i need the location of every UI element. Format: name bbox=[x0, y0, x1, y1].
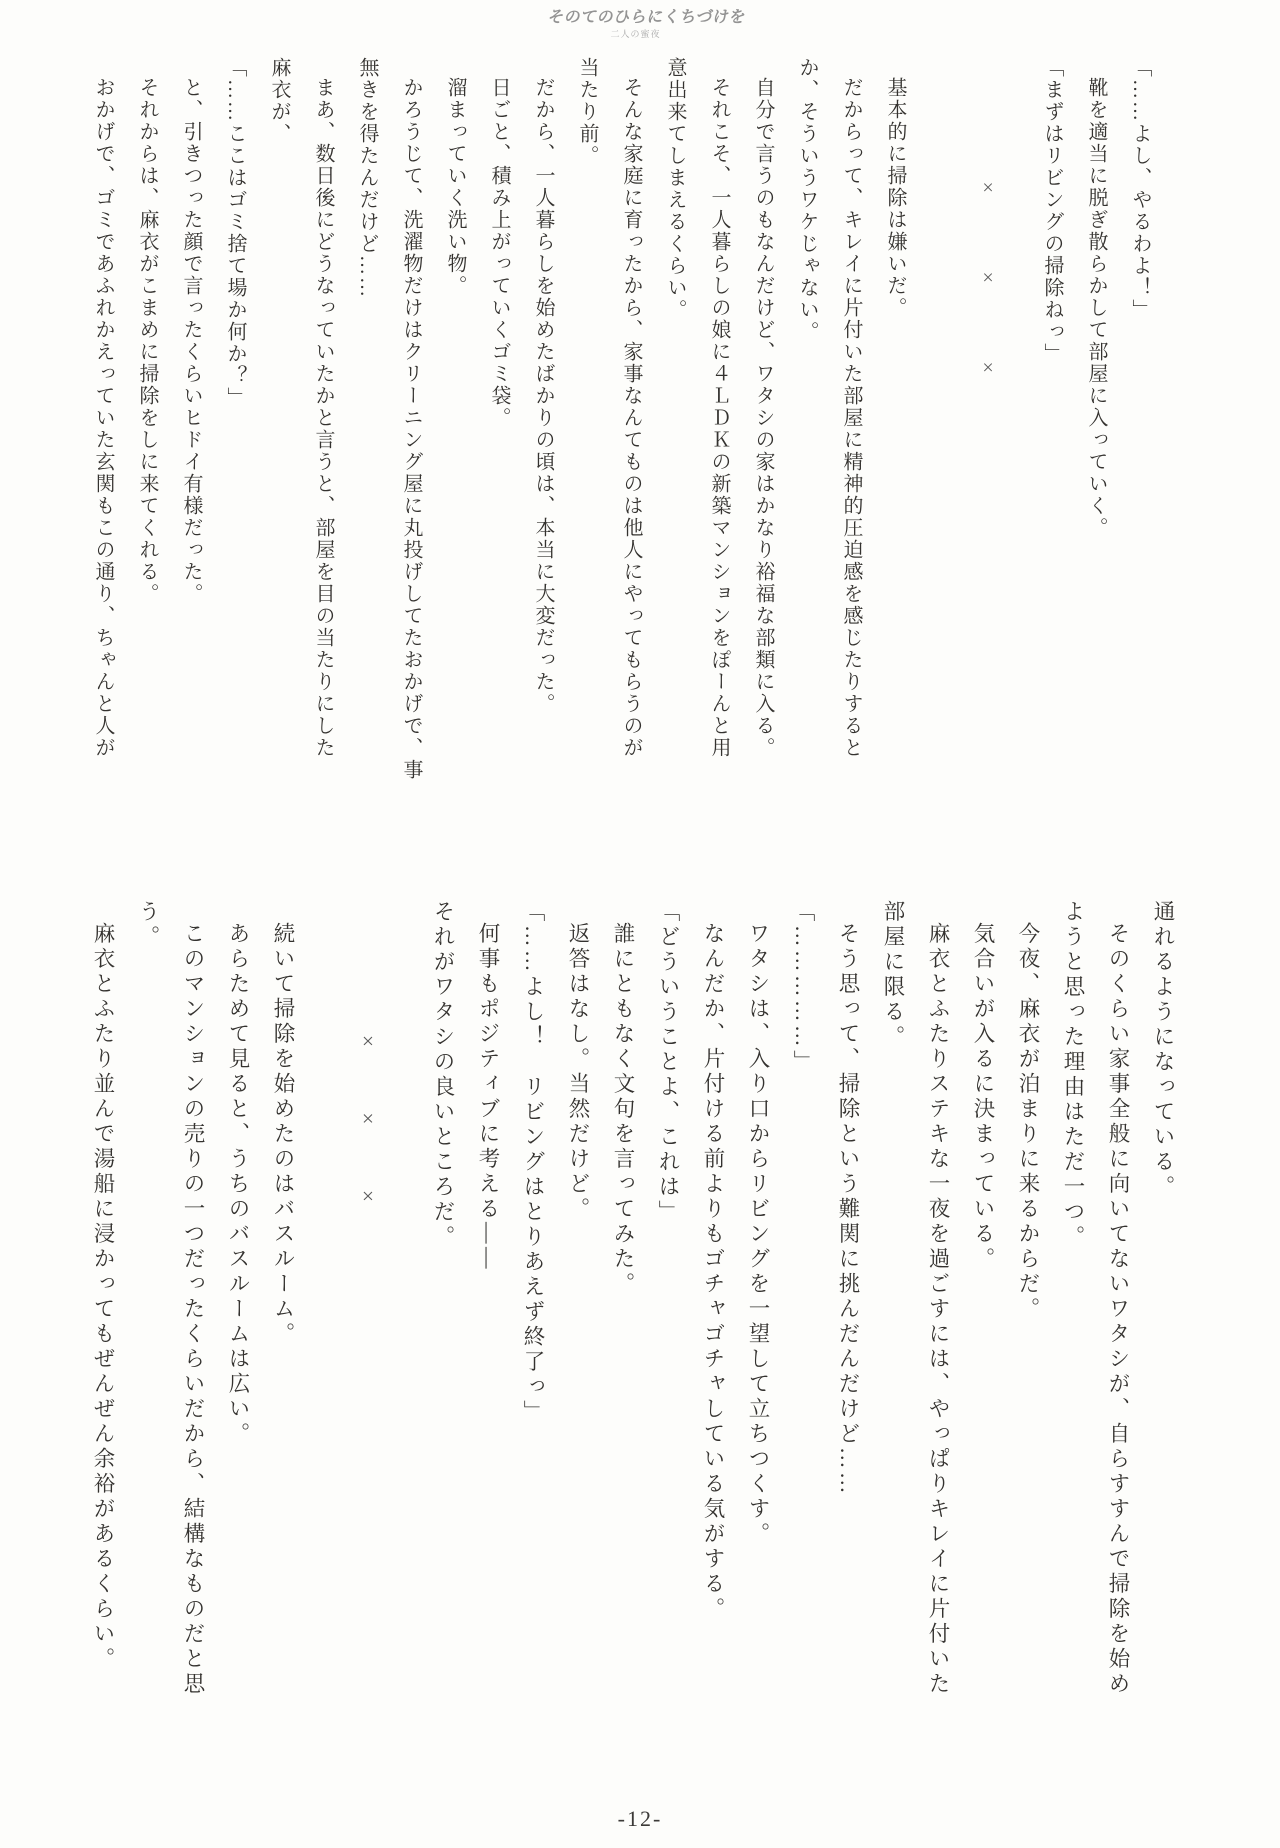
text-line: なんだか、片付ける前よりもゴチャゴチャしている気がする。 bbox=[701, 921, 725, 1622]
text-line: ワタシは、入り口からリビングを一望して立ちつくす。 bbox=[746, 921, 770, 1547]
text-line: 麻衣とふたりステキな一夜を過ごすには、やっぱりキレイに片付いた bbox=[926, 921, 950, 1697]
text-line: 気合いが入るに決まっている。 bbox=[971, 921, 995, 1272]
page-number: -12- bbox=[617, 1806, 663, 1831]
text-line: 今夜、麻衣が泊まりに来るからだ。 bbox=[1016, 921, 1040, 1322]
text-block-top bbox=[81, 57, 1162, 797]
text-line: 続いて掃除を始めたのはバスルーム。 bbox=[271, 921, 295, 1347]
section-separator: × × × bbox=[977, 177, 999, 381]
text-line: 通れるようになっている。 bbox=[1151, 900, 1175, 1200]
text-line: それからは、麻衣がこまめに掃除をしに来てくれる。 bbox=[136, 77, 158, 605]
text-line: 自分で言うのもなんだけど、ワタシの家はかなり裕福な部類に入る。 bbox=[752, 77, 774, 759]
text-line: 返答はなし。当然だけど。 bbox=[566, 921, 590, 1222]
doujin-subtitle: 二人の蜜夜 bbox=[610, 29, 661, 40]
doujin-title: そのてのひらにくちづけを bbox=[546, 9, 748, 26]
text-line: だからって、キレイに片付いた部屋に精神的圧迫感を感じたりすると bbox=[840, 77, 862, 759]
text-line: 基本的に掃除は嫌いだ。 bbox=[884, 77, 906, 319]
text-line: 溜まっていく洗い物。 bbox=[444, 77, 466, 297]
text-line: それがワタシの良いところだ。 bbox=[431, 900, 455, 1250]
text-line: う。 bbox=[136, 900, 160, 950]
text-line: そんな家庭に育ったから、家事なんてものは他人にやってもらうのが bbox=[620, 77, 642, 759]
text-line: と、引きつった顔で言ったくらいヒドイ有様だった。 bbox=[180, 77, 202, 605]
text-line: 「……よし！ リビングはとりあえず終了っ」 bbox=[521, 900, 545, 1425]
text-line: それこそ、一人暮らしの娘に４ＬＤＫの新築マンションをぽーんと用 bbox=[708, 77, 730, 759]
text-line: 日ごと、積み上がっていくゴミ袋。 bbox=[488, 77, 510, 429]
text-line: あらためて見ると、うちのバスルームは広い。 bbox=[226, 921, 250, 1447]
text-line: 「……よし、やるわよ！」 bbox=[1129, 57, 1151, 321]
text-line: かろうじて、洗濯物だけはクリーニング屋に丸投げしてたおかげで、事 bbox=[400, 77, 422, 781]
doujin-header bbox=[546, 9, 748, 40]
text-line: 何事もポジティブに考える―― bbox=[476, 921, 500, 1272]
text-line: 「どういうことよ、これは」 bbox=[656, 900, 680, 1225]
text-line: そのくらい家事全般に向いてないワタシが、自らすすんで掃除を始め bbox=[1106, 921, 1130, 1697]
text-line: 部屋に限る。 bbox=[881, 900, 905, 1050]
text-line: か、そういうワケじゃない。 bbox=[796, 57, 818, 343]
text-line: このマンションの売りの一つだったくらいだから、結構なものだと思 bbox=[181, 921, 205, 1697]
text-line: だから、一人暮らしを始めたばかりの頃は、本当に大変だった。 bbox=[532, 77, 554, 715]
text-line: 靴を適当に脱ぎ散らかして部屋に入っていく。 bbox=[1085, 77, 1107, 539]
text-line: そう思って、掃除という難関に挑んだんだけど…… bbox=[836, 921, 860, 1497]
text-block-bottom bbox=[80, 900, 1185, 1715]
text-line: 麻衣とふたり並んで湯船に浸かってもぜんぜん余裕があるくらい。 bbox=[91, 921, 115, 1672]
text-line: 麻衣が、 bbox=[268, 57, 290, 145]
text-line: ようと思った理由はただ一つ。 bbox=[1061, 900, 1085, 1250]
text-line: おかげで、ゴミであふれかえっていた玄関もこの通り、ちゃんと人が bbox=[92, 77, 114, 759]
text-line: 「まずはリビングの掃除ねっ」 bbox=[1041, 57, 1063, 365]
text-line: 当たり前。 bbox=[576, 57, 598, 167]
text-line: 無きを得たんだけど…… bbox=[356, 57, 378, 299]
text-line: 誰にともなく文句を言ってみた。 bbox=[611, 921, 635, 1297]
text-line: 意出来てしまえるくらい。 bbox=[664, 57, 686, 321]
text-line: まあ、数日後にどうなっていたかと言うと、部屋を目の当たりにした bbox=[312, 77, 334, 759]
text-line: 「……ここはゴミ捨て場か何か？」 bbox=[224, 57, 246, 409]
text-line: 「……………」 bbox=[791, 900, 815, 1075]
section-separator: × × × bbox=[356, 1029, 380, 1212]
